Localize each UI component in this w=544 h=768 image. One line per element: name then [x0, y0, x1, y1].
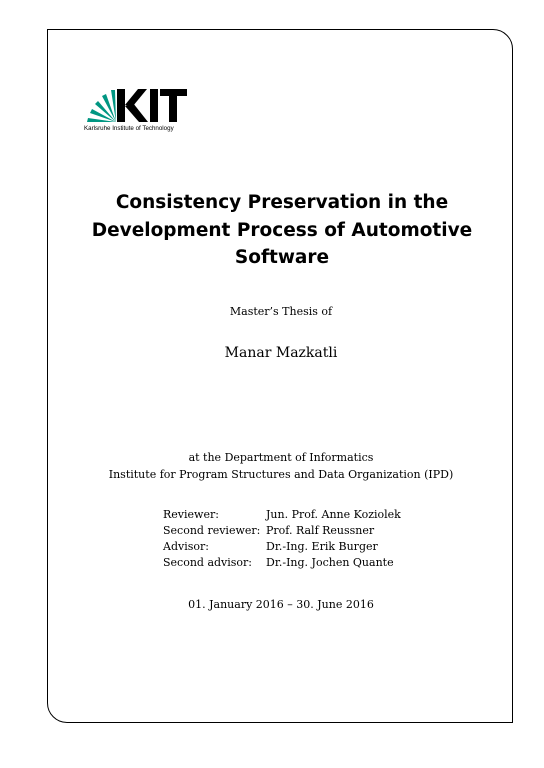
institute-line: Institute for Program Structures and Data Organization (IPD)	[108, 468, 454, 481]
person-name: Jun. Prof. Anne Koziolek	[266, 508, 401, 521]
thesis-dates: 01. January 2016 – 30. June 2016	[188, 598, 374, 611]
thesis-title	[82, 189, 482, 272]
title-line-3: Software	[234, 247, 330, 268]
kit-letters-icon	[117, 89, 187, 122]
second-advisor-row	[163, 555, 401, 571]
kit-logo	[84, 86, 194, 136]
role-label: Reviewer:	[163, 508, 219, 521]
reviewer-table	[163, 507, 401, 571]
title-line-1: Consistency Preservation in the	[115, 192, 449, 213]
title-line-2: Development Process of Automotive	[91, 219, 473, 241]
author-name: Manar Mazkatli	[224, 345, 338, 361]
role-label: Second reviewer:	[163, 524, 261, 537]
kit-fan-icon	[87, 90, 116, 122]
second-reviewer-row	[163, 523, 401, 539]
kit-logo-graphic	[84, 86, 194, 126]
department-line: at the Department of Informatics	[188, 451, 374, 464]
person-name: Dr.-Ing. Jochen Quante	[266, 556, 394, 569]
advisor-row	[163, 539, 401, 555]
role-label: Second advisor:	[163, 556, 253, 569]
kit-logo-subtitle: Karlsruhe Institute of Technology	[84, 125, 174, 132]
person-name: Prof. Ralf Reussner	[266, 524, 375, 537]
department-info	[0, 449, 544, 483]
person-name: Dr.-Ing. Erik Burger	[266, 540, 378, 553]
reviewer-row	[163, 507, 401, 523]
role-label: Advisor:	[163, 540, 209, 553]
thesis-type: Master’s Thesis of	[229, 305, 333, 318]
